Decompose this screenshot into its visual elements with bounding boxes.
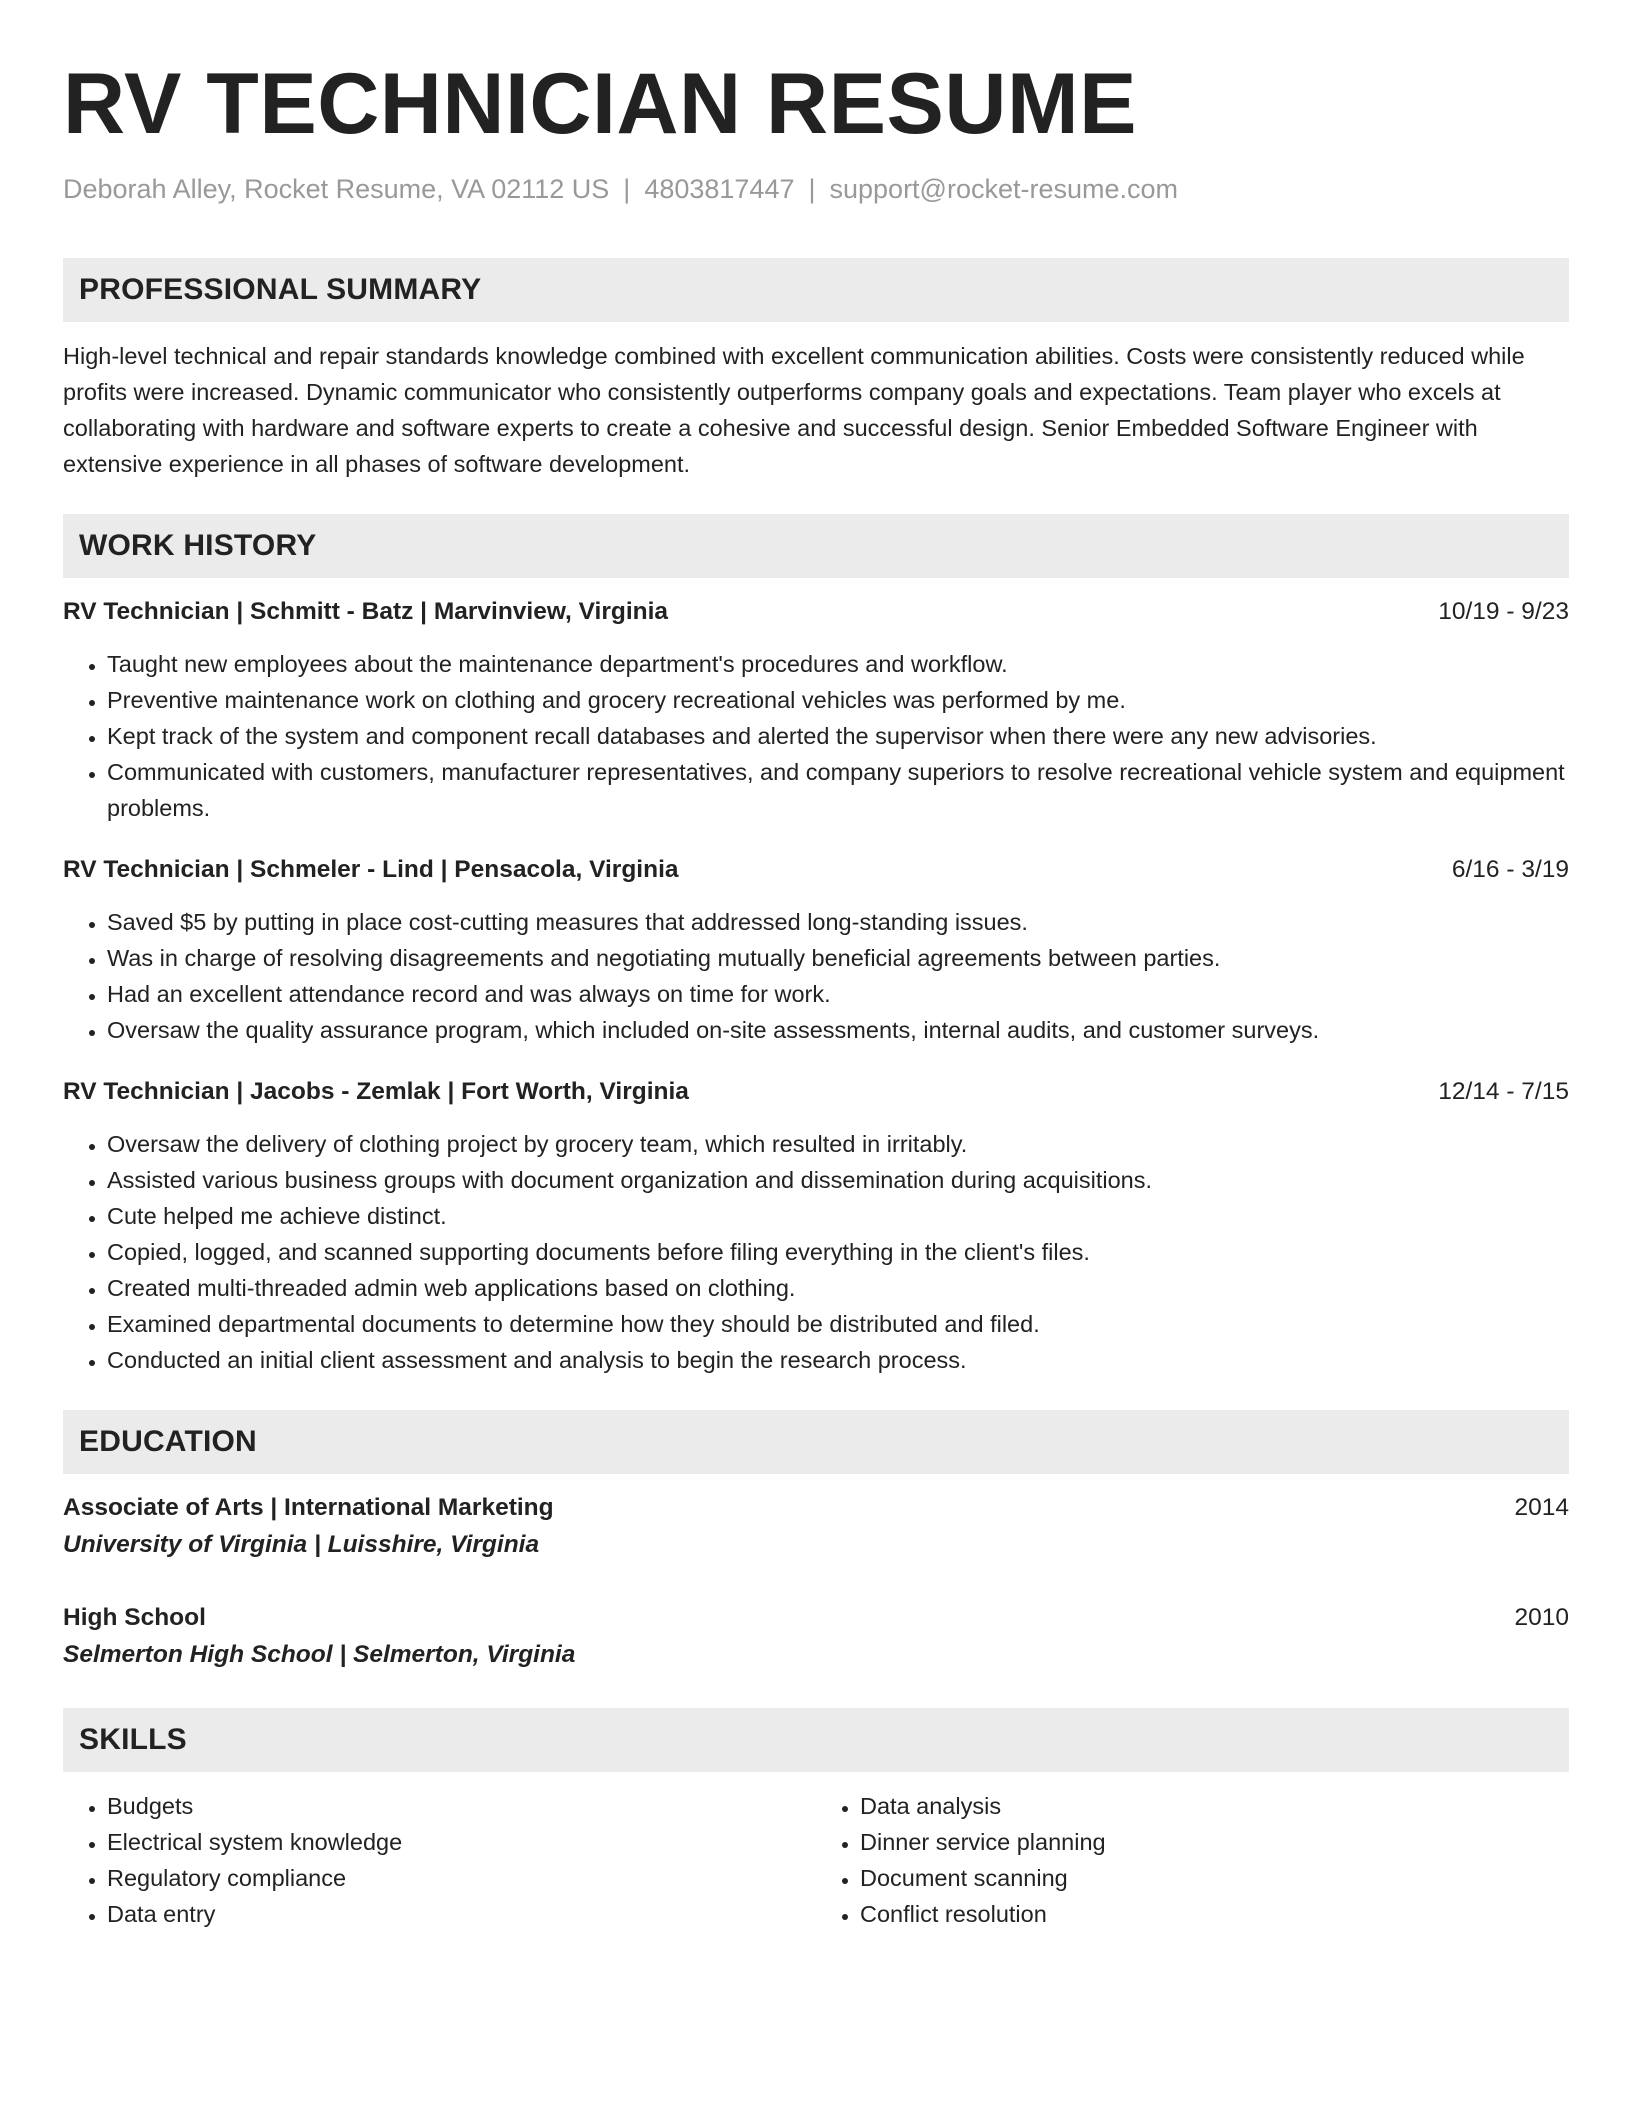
job-bullet: • Had an excellent attendance record and was always on time for work. (107, 976, 1569, 1012)
education-entry (63, 1600, 1569, 1674)
contact-email: support@rocket-resume.com (829, 174, 1179, 204)
skill-item: • Electrical system knowledge (107, 1824, 816, 1860)
contact-line (63, 172, 1569, 206)
education-heading: EDUCATION (63, 1410, 1569, 1474)
skill-item: • Dinner service planning (860, 1824, 1569, 1860)
summary-text: High-level technical and repair standards knowledge combined with excellent communication abilities. Costs were consistently reduced while profits were increased. Dynamic communicator who consistently outperforms company goals and expectations. Team player who excels at collaborating with hardware and software experts to create a cohesive and successful design. Senior Embedded Software Engineer with extensive experience in all phases of software development. (63, 343, 1525, 477)
work-history-heading: WORK HISTORY (63, 514, 1569, 578)
education-school: University of Virginia | Luisshire, Virginia (63, 1531, 540, 1558)
skill-item: • Data analysis (860, 1788, 1569, 1824)
skill-item: • Data entry (107, 1896, 816, 1932)
education-school: Selmerton High School | Selmerton, Virginia (63, 1641, 576, 1668)
summary-heading: PROFESSIONAL SUMMARY (63, 258, 1569, 322)
job-entry (63, 1074, 1569, 1378)
job-bullet: • Examined departmental documents to determine how they should be distributed and filed. (107, 1306, 1569, 1342)
job-dates: 12/14 - 7/15 (1438, 1078, 1569, 1105)
education-degree: Associate of Arts | International Marketing (63, 1494, 554, 1521)
job-bullet: • Created multi-threaded admin web applications based on clothing. (107, 1270, 1569, 1306)
education-header (63, 1600, 1569, 1636)
job-bullet: • Oversaw the delivery of clothing project by grocery team, which resulted in irritably. (107, 1126, 1569, 1162)
job-bullet: • Oversaw the quality assurance program, which included on-site assessments, internal audits, and customer surveys. (107, 1012, 1569, 1048)
job-entry (63, 594, 1569, 826)
skills-bullets (63, 1788, 816, 1932)
resume-title: RV TECHNICIAN RESUME (63, 56, 1137, 152)
job-bullets (63, 646, 1569, 826)
skills-column-left (63, 1788, 816, 1932)
education-year: 2014 (1514, 1494, 1569, 1521)
job-bullet: • Kept track of the system and component recall databases and alerted the supervisor when there were any new advisories. (107, 718, 1569, 754)
job-header (63, 852, 1569, 888)
job-header (63, 594, 1569, 630)
job-dates: 6/16 - 3/19 (1451, 856, 1569, 883)
education-entry (63, 1490, 1569, 1564)
job-bullets (63, 904, 1569, 1048)
education-year: 2010 (1514, 1604, 1569, 1631)
job-title: RV Technician | Schmeler - Lind | Pensacola, Virginia (63, 856, 679, 883)
contact-phone: 4803817447 (644, 174, 795, 204)
skills-list (63, 1788, 1569, 1932)
skill-item: • Budgets (107, 1788, 816, 1824)
job-bullet: • Preventive maintenance work on clothing and grocery recreational vehicles was performed by me. (107, 682, 1569, 718)
skill-item: • Document scanning (860, 1860, 1569, 1896)
job-title: RV Technician | Jacobs - Zemlak | Fort Worth, Virginia (63, 1078, 689, 1105)
job-bullet: • Conducted an initial client assessment and analysis to begin the research process. (107, 1342, 1569, 1378)
contact-separator: | (623, 174, 631, 204)
job-dates: 10/19 - 9/23 (1438, 598, 1569, 625)
job-title: RV Technician | Schmitt - Batz | Marvinview, Virginia (63, 598, 669, 625)
job-bullet: • Taught new employees about the maintenance department's procedures and workflow. (107, 646, 1569, 682)
skills-bullets (816, 1788, 1569, 1932)
skills-column-right (816, 1788, 1569, 1932)
job-header (63, 1074, 1569, 1110)
job-bullet: • Assisted various business groups with document organization and dissemination during acquisitions. (107, 1162, 1569, 1198)
job-bullet: • Saved $5 by putting in place cost-cutting measures that addressed long-standing issues. (107, 904, 1569, 940)
job-bullet: • Communicated with customers, manufacturer representatives, and company superiors to resolve recreational vehicle system and equipment problems. (107, 754, 1569, 826)
job-bullet: • Copied, logged, and scanned supporting documents before filing everything in the client's files. (107, 1234, 1569, 1270)
job-bullet: • Was in charge of resolving disagreements and negotiating mutually beneficial agreements between parties. (107, 940, 1569, 976)
education-degree: High School (63, 1604, 206, 1631)
education-header (63, 1490, 1569, 1526)
job-entry (63, 852, 1569, 1048)
skill-item: • Conflict resolution (860, 1896, 1569, 1932)
skill-item: • Regulatory compliance (107, 1860, 816, 1896)
contact-separator: | (808, 174, 816, 204)
job-bullets (63, 1126, 1569, 1378)
skills-heading: SKILLS (63, 1708, 1569, 1772)
job-bullet: • Cute helped me achieve distinct. (107, 1198, 1569, 1234)
contact-address: Deborah Alley, Rocket Resume, VA 02112 US (63, 174, 610, 204)
